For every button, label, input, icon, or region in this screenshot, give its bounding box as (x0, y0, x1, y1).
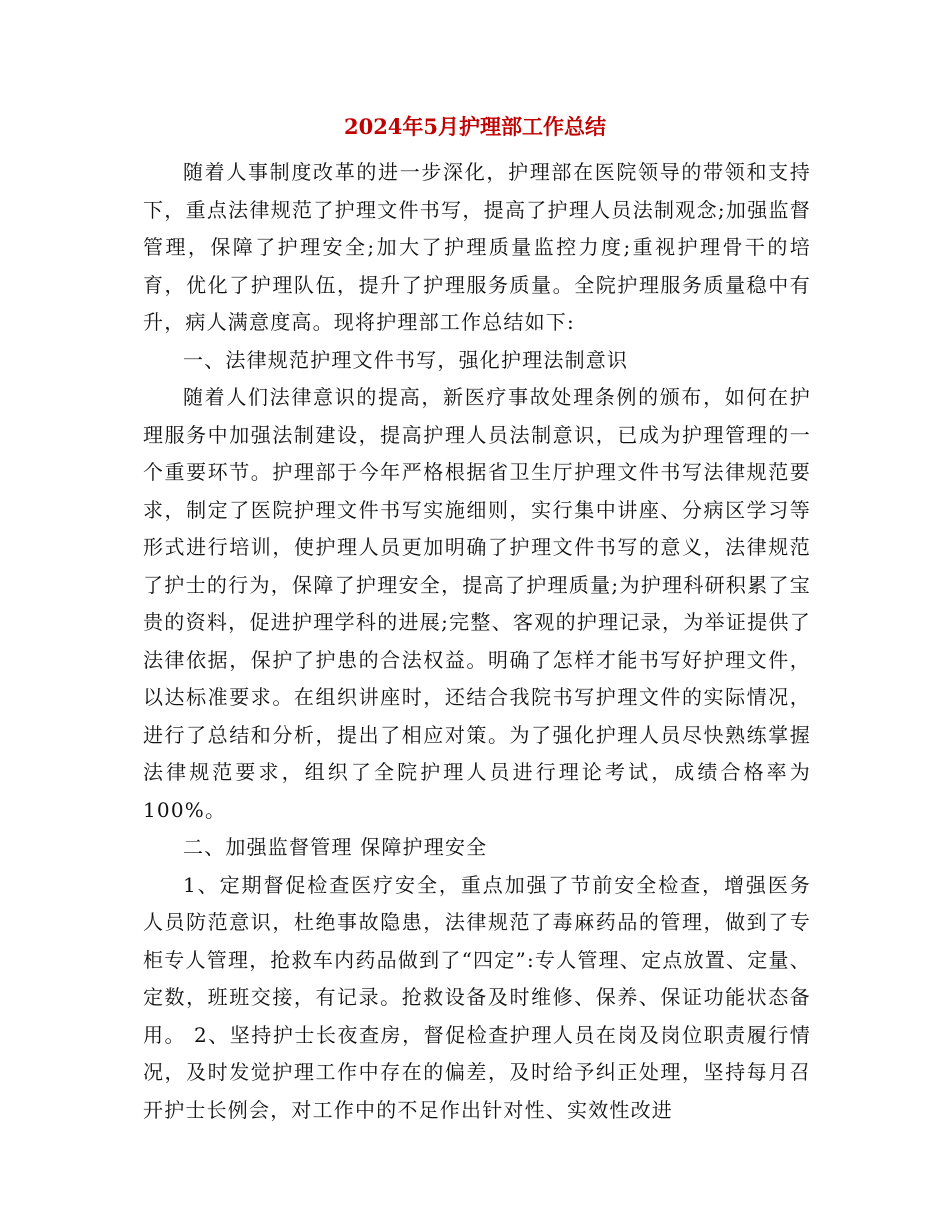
section-heading-1: 一、法律规范护理文件书写，强化护理法制意识 (183, 347, 629, 372)
paragraph-section-2: 1、定期督促检查医疗安全，重点加强了节前安全检查，增强医务人员防范意识，杜绝事故隐患，法律规范了毒麻药品的管理，做到了专柜专人管理，抢救车内药品做到了“四定”:专人管理、定点放置、定量、定数，班班交接，有记录。抢救设备及时维修、保养、保证功能状态备用。 2、坚持护士长夜查房，督促检查护理人员在岗及岗位职责履行情况，及时发觉护理工作中存在的偏差，及时给予纠正处理，坚持每月召开护士长例会，对工作中的不足作出针对性、实效性改进 (143, 872, 811, 1122)
document-body (143, 154, 811, 1129)
paragraph-intro: 随着人事制度改革的进一步深化，护理部在医院领导的带领和支持下，重点法律规范了护理文件书写，提高了护理人员法制观念;加强监督管理，保障了护理安全;加大了护理质量监控力度;重视护理骨干的培育，优化了护理队伍，提升了护理服务质量。全院护理服务质量稳中有升，病人满意度高。现将护理部工作总结如下: (143, 160, 811, 334)
document-title: 2024年5月护理部工作总结 (343, 114, 607, 139)
section-heading-2: 二、加强监督管理 保障护理安全 (183, 835, 488, 859)
paragraph-section-1: 随着人们法律意识的提高，新医疗事故处理条例的颁布，如何在护理服务中加强法制建设，提高护理人员法制意识，已成为护理管理的一个重要环节。护理部于今年严格根据省卫生厅护理文件书写法律规范要求，制定了医院护理文件书写实施细则，实行集中讲座、分病区学习等形式进行培训，使护理人员更加明确了护理文件书写的意义，法律规范了护士的行为，保障了护理安全，提高了护理质量;为护理科研积累了宝贵的资料，促进护理学科的进展;完整、客观的护理记录，为举证提供了法律依据，保护了护患的合法权益。明确了怎样才能书写好护理文件，以达标准要求。在组织讲座时，还结合我院书写护理文件的实际情况，进行了总结和分析，提出了相应对策。为了强化护理人员尽快熟练掌握法律规范要求，组织了全院护理人员进行理论考试，成绩合格率为100%。 (143, 385, 811, 822)
